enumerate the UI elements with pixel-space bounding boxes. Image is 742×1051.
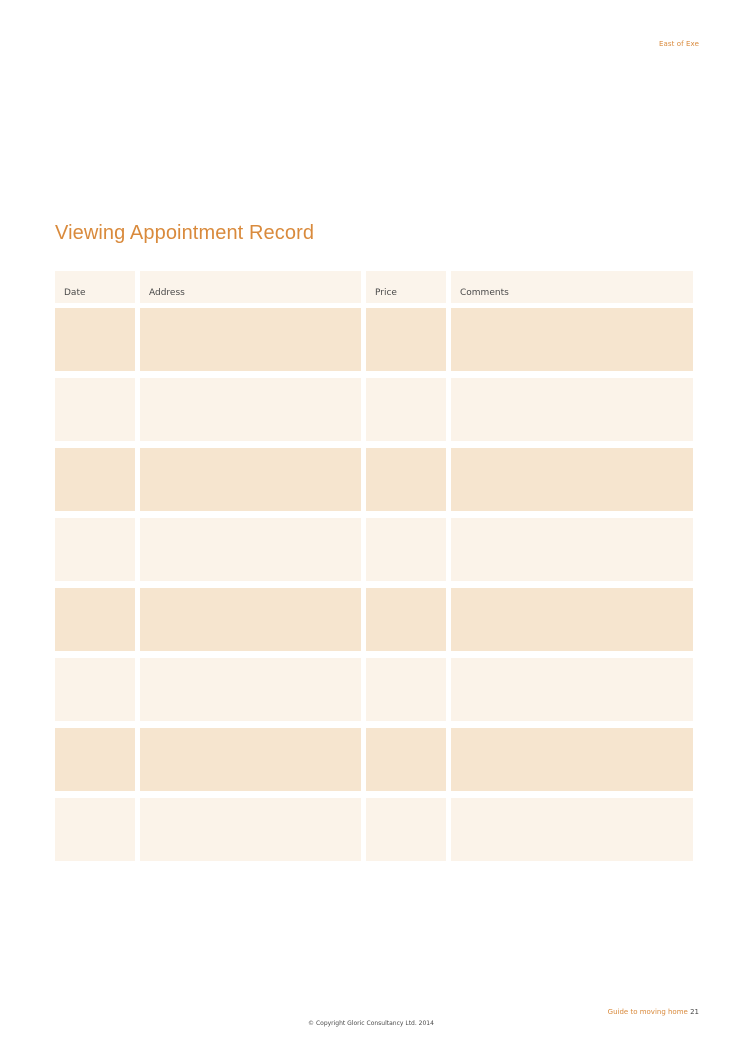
column-header-address: Address xyxy=(140,271,361,303)
comments-cell[interactable] xyxy=(451,798,693,861)
price-cell[interactable] xyxy=(366,798,446,861)
address-cell[interactable] xyxy=(140,308,361,371)
price-cell[interactable] xyxy=(366,308,446,371)
date-cell[interactable] xyxy=(55,308,135,371)
comments-cell[interactable] xyxy=(451,518,693,581)
price-cell[interactable] xyxy=(366,658,446,721)
comments-cell[interactable] xyxy=(451,658,693,721)
column-header-price: Price xyxy=(366,271,446,303)
column-header-comments: Comments xyxy=(451,271,693,303)
address-cell[interactable] xyxy=(140,728,361,791)
date-cell[interactable] xyxy=(55,798,135,861)
column-header-date: Date xyxy=(55,271,135,303)
date-cell[interactable] xyxy=(55,588,135,651)
address-cell[interactable] xyxy=(140,518,361,581)
comments-cell[interactable] xyxy=(451,448,693,511)
date-cell[interactable] xyxy=(55,518,135,581)
price-cell[interactable] xyxy=(366,588,446,651)
price-cell[interactable] xyxy=(366,448,446,511)
price-cell[interactable] xyxy=(366,378,446,441)
footer-guide xyxy=(608,1008,699,1016)
comments-cell[interactable] xyxy=(451,308,693,371)
date-cell[interactable] xyxy=(55,448,135,511)
page-title: Viewing Appointment Record xyxy=(55,222,315,244)
comments-cell[interactable] xyxy=(451,728,693,791)
date-cell[interactable] xyxy=(55,658,135,721)
date-cell[interactable] xyxy=(55,378,135,441)
date-cell[interactable] xyxy=(55,728,135,791)
price-cell[interactable] xyxy=(366,518,446,581)
appointment-table xyxy=(55,271,693,868)
copyright-notice: © Copyright Gloric Consultancy Ltd. 2014 xyxy=(308,1020,434,1027)
address-cell[interactable] xyxy=(140,448,361,511)
address-cell[interactable] xyxy=(140,798,361,861)
price-cell[interactable] xyxy=(366,728,446,791)
address-cell[interactable] xyxy=(140,588,361,651)
comments-cell[interactable] xyxy=(451,588,693,651)
address-cell[interactable] xyxy=(140,378,361,441)
comments-cell[interactable] xyxy=(451,378,693,441)
brand-name: East of Exe xyxy=(658,40,699,48)
address-cell[interactable] xyxy=(140,658,361,721)
guide-label: Guide to moving home xyxy=(607,1008,688,1016)
page-number: 21 xyxy=(690,1008,699,1016)
